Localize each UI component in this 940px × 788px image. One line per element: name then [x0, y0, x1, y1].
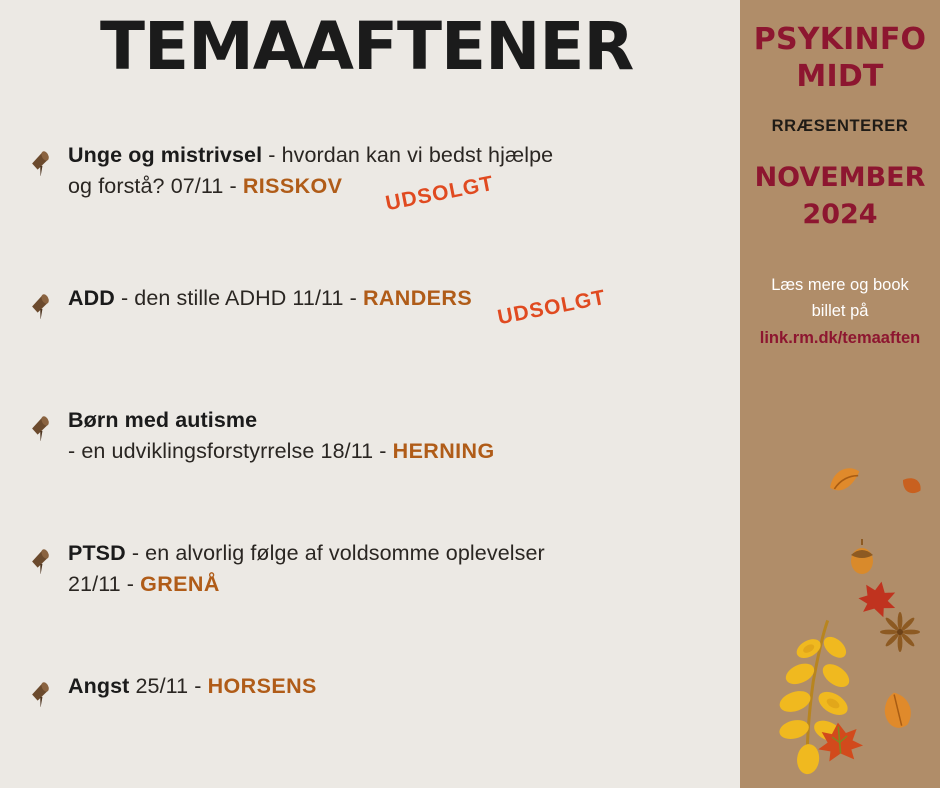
status-badge: UDSOLGT	[383, 171, 496, 216]
event-city: RISSKOV	[242, 173, 343, 198]
pushpin-icon	[26, 411, 56, 441]
year-label: 2024	[802, 198, 878, 230]
list-item	[0, 405, 740, 466]
event-text	[68, 538, 740, 599]
event-text	[68, 405, 740, 466]
booking-link[interactable]: link.rm.dk/temaaften	[759, 329, 921, 348]
event-title: PTSD	[68, 541, 126, 566]
brand-line-1: PSYKINFO	[753, 22, 927, 57]
pushpin-icon	[26, 544, 56, 574]
pushpin-icon	[26, 289, 56, 319]
poster-sidebar	[740, 0, 940, 788]
event-text	[68, 283, 740, 314]
booking-line-1: Læs mere og book	[771, 276, 909, 295]
month-label: NOVEMBER	[754, 162, 926, 194]
list-item	[0, 283, 740, 337]
brand-name	[740, 22, 940, 95]
event-title: ADD	[68, 286, 115, 311]
event-city: HERNING	[392, 438, 495, 463]
event-desc-1: - den stille ADHD 11/11 -	[114, 286, 363, 311]
event-title: Unge og mistrivsel	[68, 143, 263, 167]
presents-label: RRÆSENTERER	[771, 117, 909, 136]
booking-line-2: billet på	[811, 301, 869, 320]
event-desc-2: og forstå? 07/11 -	[68, 173, 243, 198]
pushpin-icon	[26, 677, 56, 707]
list-item	[0, 538, 740, 599]
event-city: RANDERS	[362, 286, 473, 311]
booking-info	[740, 273, 940, 352]
event-title: Angst	[68, 674, 130, 699]
event-desc-1: - hvordan kan vi bedst hjælpe	[262, 143, 554, 167]
event-city: GRENÅ	[140, 571, 220, 596]
event-list	[0, 140, 740, 725]
brand-line-2: MIDT	[796, 58, 884, 94]
event-month	[740, 160, 940, 233]
pushpin-icon	[26, 146, 56, 176]
list-item	[0, 140, 740, 216]
event-title: Børn med autisme	[68, 408, 258, 433]
list-item	[0, 671, 740, 725]
page-title: TEMAAFTENER	[100, 8, 634, 85]
event-desc-1: - en alvorlig følge af voldsomme oplevelser	[125, 541, 545, 566]
event-desc-2: - en udviklingsforstyrrelse 18/11 -	[68, 438, 393, 463]
event-desc-2: 21/11 -	[68, 571, 141, 596]
event-city: HORSENS	[207, 674, 317, 699]
status-badge: UDSOLGT	[495, 285, 608, 330]
event-text	[68, 671, 740, 702]
event-desc-1: 25/11 -	[129, 674, 208, 699]
